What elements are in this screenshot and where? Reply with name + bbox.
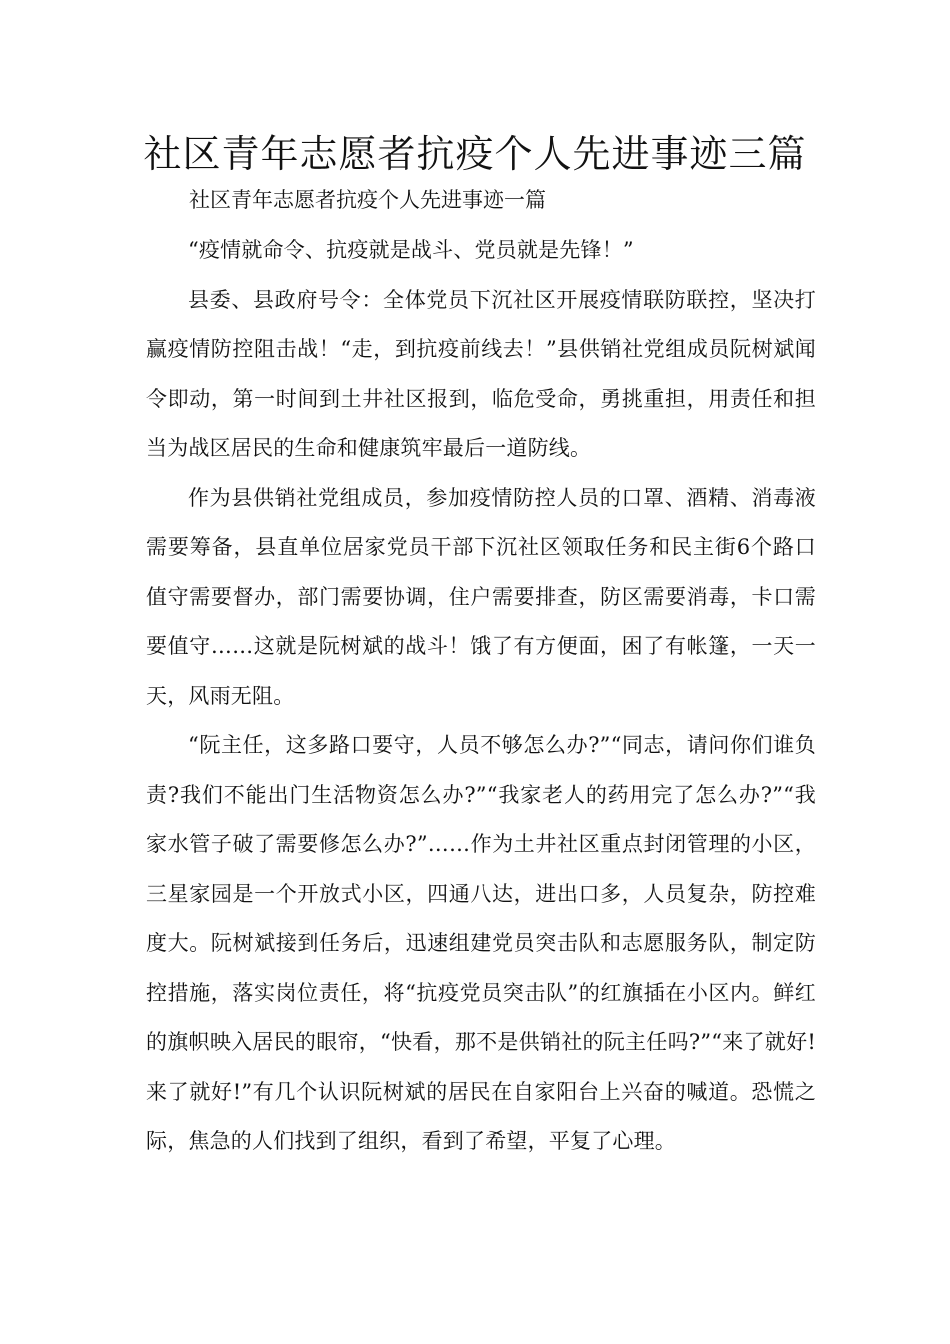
paragraph-order: 县委、县政府号令：全体党员下沉社区开展疫情联防联控，坚决打赢疫情防控阻击战！“走，到抗疫前线去！”县供销社党组成员阮树斌闻令即动，第一时间到土井社区报到，临危受命，勇挑重担，用责任和担当为战区居民的生命和健康筑牢最后一道防线。: [146, 287, 816, 460]
document-body: [146, 226, 816, 1167]
document-subtitle: 社区青年志愿者抗疫个人先进事迹一篇: [189, 188, 546, 212]
document-title: 社区青年志愿者抗疫个人先进事迹三篇: [143, 132, 807, 176]
paragraph-duties: 作为县供销社党组成员，参加疫情防控人员的口罩、酒精、消毒液需要筹备，县直单位居家党员干部下沉社区领取任务和民主街6个路口值守需要督办，部门需要协调，住户需要排查，防区需要消毒，卡口需要值守……这就是阮树斌的战斗！饿了有方便面，困了有帐篷，一天一天，风雨无阻。: [146, 485, 816, 708]
paragraph-community: “阮主任，这多路口要守，人员不够怎么办?”“同志，请问你们谁负责?我们不能出门生活物资怎么办?”“我家老人的药用完了怎么办?”“我家水管子破了需要修怎么办?”……作为土井社区重点封闭管理的小区，三星家园是一个开放式小区，四通八达，进出口多，人员复杂，防控难度大。阮树斌接到任务后，迅速组建党员突击队和志愿服务队，制定防控措施，落实岗位责任，将“抗疫党员突击队”的红旗插在小区内。鲜红的旗帜映入居民的眼帘，“快看，那不是供销社的阮主任吗?”“来了就好!来了就好!”有几个认识阮树斌的居民在自家阳台上兴奋的喊道。恐慌之际，焦急的人们找到了组织，看到了希望，平复了心理。: [146, 733, 816, 1153]
paragraph-slogan: “疫情就命令、抗疫就是战斗、党员就是先锋！”: [188, 238, 634, 262]
